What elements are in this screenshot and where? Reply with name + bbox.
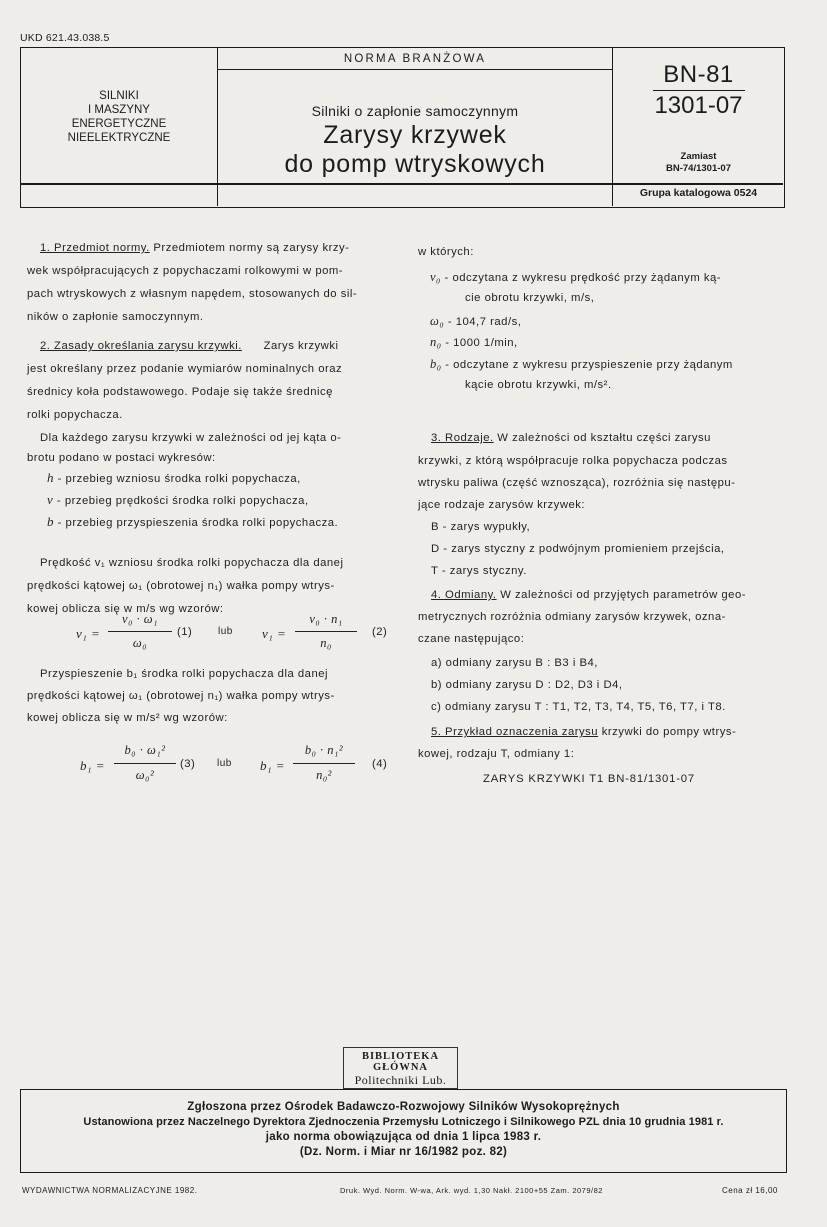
- section-3-text: W zależności od kształtu części zarysu: [497, 432, 711, 444]
- paragraph-line: Prędkość v₁ wzniosu środka rolki popychacza dla danej: [40, 557, 344, 569]
- definition-symbol: h: [47, 470, 54, 485]
- paragraph-line: rolki popychacza.: [27, 409, 123, 421]
- variable-text: - 104,7 rad/s,: [447, 316, 522, 328]
- publisher-note: WYDAWNICTWA NORMALIZACYJNE 1982.: [22, 1186, 198, 1195]
- approval-line: jako norma obowiązująca od dnia 1 lipca 1983 r.: [265, 1131, 542, 1143]
- section-3-heading: 3. Rodzaje.: [431, 432, 494, 444]
- equation-2-denominator: n₀: [320, 636, 332, 650]
- variable-item: [430, 335, 518, 350]
- equation-3-lhs: b₁ =: [80, 758, 106, 773]
- variable-symbol: n₀: [430, 335, 442, 349]
- designation-example: ZARYS KRZYWKI T1 BN-81/1301-07: [483, 773, 695, 785]
- equation-1-tag: (1): [177, 626, 193, 638]
- variable-symbol: ω₀: [430, 314, 445, 328]
- category-line: I MASZYNY: [88, 104, 150, 116]
- replaces-label: Zamiast: [680, 151, 717, 162]
- fraction-bar: [293, 763, 355, 764]
- definition-item: [47, 470, 301, 486]
- variant-item: c) odmiany zarysu T : T1, T2, T3, T4, T5, T6, T7, i T8.: [431, 701, 726, 713]
- category-line: SILNIKI: [99, 90, 139, 102]
- approval-line: Zgłoszona przez Ośrodek Badawczo-Rozwojowy Silników Wysokoprężnych: [187, 1101, 620, 1113]
- variant-item: a) odmiany zarysu B : B3 i B4,: [431, 657, 598, 669]
- category-line: ENERGETYCZNE: [71, 118, 167, 130]
- variable-item: [430, 314, 521, 329]
- definition-text: - przebieg przyspieszenia środka rolki popychacza.: [57, 517, 339, 529]
- paragraph-line: pach wtryskowych z własnym napędem, stosowanych do sil-: [27, 288, 358, 300]
- paragraph-line: Przyspieszenie b₁ środka rolki popychacza dla danej: [40, 668, 329, 680]
- variable-item: [430, 270, 721, 285]
- section-2-heading: 2. Zasady określania zarysu krzywki.: [40, 340, 242, 352]
- paragraph-line: kowej oblicza się w m/s wg wzorów:: [27, 603, 224, 615]
- variable-text: - odczytana z wykresu prędkość przy żądanym ką-: [444, 272, 722, 284]
- equation-3-denominator: ω₀²: [135, 768, 155, 782]
- bn-number: 1301-07: [654, 92, 743, 119]
- approval-line: (Dz. Norm. i Miar nr 16/1982 poz. 82): [299, 1146, 508, 1158]
- section-3: [431, 432, 711, 444]
- equation-2-numerator: v₀ · n₁: [309, 612, 343, 626]
- definition-item: [47, 492, 309, 508]
- definition-symbol: v: [47, 492, 54, 507]
- section-4: [431, 589, 746, 601]
- variable-item: [430, 357, 733, 372]
- paragraph-line: jest określany przez podanie wymiarów nominalnych oraz: [27, 363, 343, 375]
- title-line-1: Zarysy krzywek: [323, 121, 507, 149]
- section-4-text: W zależności od przyjętych parametrów geo-: [500, 589, 746, 601]
- paragraph-line: wek współpracujących z popychaczami rolkowymi w pom-: [27, 265, 344, 277]
- section-1-heading: 1. Przedmiot normy.: [40, 242, 150, 254]
- library-stamp: [343, 1047, 458, 1089]
- or-label: lub: [218, 626, 233, 637]
- section-5-heading: 5. Przykład oznaczenia zarysu: [431, 726, 599, 738]
- stamp-line-1: BIBLIOTEKA GŁÓWNA: [361, 1051, 440, 1073]
- paragraph-line: prędkości kątowej ω₁ (obrotowej n₁) wałka pompy wtrys-: [27, 580, 335, 592]
- norma-label: NORMA BRANŻOWA: [218, 48, 612, 70]
- paragraph-line: w których:: [418, 246, 474, 258]
- type-item: T - zarys styczny.: [431, 565, 527, 577]
- definition-text: - przebieg wzniosu środka rolki popychacza,: [57, 473, 301, 485]
- variable-continuation: cie obrotu krzywki, m/s,: [465, 292, 595, 304]
- section-1: [40, 242, 349, 254]
- price-note: Cena zł 16,00: [722, 1186, 778, 1195]
- variable-symbol: v₀: [430, 270, 441, 284]
- fraction-bar: [114, 763, 176, 764]
- replaces-value: BN-74/1301-07: [666, 163, 731, 174]
- equation-3-numerator: b₀ · ω₁²: [124, 743, 166, 757]
- paragraph-line: brotu podano w postaci wykresów:: [27, 452, 216, 464]
- stamp-line-2: Politechniki Lub.: [354, 1073, 447, 1087]
- variable-text: - 1000 1/min,: [445, 337, 518, 349]
- paragraph-line: Dla każdego zarysu krzywki w zależności od jej kąta o-: [40, 432, 342, 444]
- variable-continuation: kącie obrotu krzywki, m/s².: [465, 379, 612, 391]
- paragraph-line: kowej oblicza się w m/s² wg wzorów:: [27, 712, 228, 724]
- paragraph-line: krzywki, z którą współpracuje rolka popychacza podczas: [418, 455, 728, 467]
- equation-4-denominator: n₀²: [316, 768, 332, 782]
- section-5: [431, 726, 736, 738]
- paragraph-line: średnicy koła podstawowego. Podaje się także średnicę: [27, 386, 333, 398]
- print-note: Druk. Wyd. Norm. W-wa, Ark. wyd. 1,30 Nakł. 2100+55 Zam. 2079/82: [340, 1186, 603, 1195]
- type-item: D - zarys styczny z podwójnym promieniem przejścia,: [431, 543, 725, 555]
- paragraph-line: metrycznych rozróżnia odmiany zarysów krzywek, ozna-: [418, 611, 726, 623]
- equation-4-tag: (4): [372, 758, 388, 770]
- paragraph-line: jące rodzaje zarysów krzywek:: [418, 499, 586, 511]
- type-item: B - zarys wypukły,: [431, 521, 531, 533]
- section-2: [40, 340, 339, 352]
- paragraph-line: kowej, rodzaju T, odmiany 1:: [418, 748, 575, 760]
- variant-item: b) odmiany zarysu D : D2, D3 i D4,: [431, 679, 623, 691]
- equation-2-lhs: v₁ =: [262, 626, 287, 641]
- section-4-heading: 4. Odmiany.: [431, 589, 497, 601]
- standard-header: [20, 47, 785, 208]
- definition-item: [47, 514, 338, 530]
- title-line-2: do pomp wtryskowych: [284, 150, 546, 178]
- code-cell: [613, 48, 784, 206]
- variable-symbol: b₀: [430, 357, 442, 371]
- equation-4-lhs: b₁ =: [260, 758, 286, 773]
- section-2-text: Zarys krzywki: [263, 340, 339, 352]
- variable-text: - odczytane z wykresu przyspieszenie przy żądanym: [445, 359, 733, 371]
- section-1-text: Przedmiotem normy są zarysy krzy-: [153, 242, 350, 254]
- fraction-bar: [295, 631, 357, 632]
- paragraph-line: wtrysku paliwa (część wznosząca), rozróżnia się następu-: [418, 477, 736, 489]
- or-label: lub: [217, 758, 232, 769]
- paragraph-line: prędkości kątowej ω₁ (obrotowej n₁) wałka pompy wtrys-: [27, 690, 335, 702]
- definition-text: - przebieg prędkości środka rolki popychacza,: [56, 495, 309, 507]
- bn-code: BN-81: [663, 61, 734, 88]
- replaces-note: [613, 151, 784, 175]
- equation-4-numerator: b₀ · n₁²: [304, 743, 344, 757]
- section-5-text: krzywki do pompy wtrys-: [601, 726, 737, 738]
- paragraph-line: czane następująco:: [418, 633, 525, 645]
- catalog-group: Grupa katalogowa 0524: [639, 187, 758, 199]
- equation-1-numerator: v₀ · ω₁: [122, 612, 158, 626]
- equation-3-tag: (3): [180, 758, 196, 770]
- fraction-bar: [108, 631, 172, 632]
- category-line: NIEELEKTRYCZNE: [67, 132, 171, 144]
- paragraph-line: ników o zapłonie samoczynnym.: [27, 311, 204, 323]
- subtitle: Silniki o zapłonie samoczynnym: [311, 103, 519, 119]
- catalog-divider: [20, 183, 783, 185]
- udk-code: UKD 621.43.038.5: [20, 32, 110, 44]
- approval-box: [20, 1089, 787, 1173]
- equation-1-denominator: ω₀: [132, 636, 148, 650]
- equation-2-tag: (2): [372, 626, 388, 638]
- approval-line: Ustanowiona przez Naczelnego Dyrektora Zjednoczenia Przemysłu Lotniczego i Silnikowego PZL dnia 10 grudnia 1981 r.: [83, 1116, 724, 1128]
- equation-1-lhs: v₁ =: [76, 626, 101, 641]
- definition-symbol: b: [47, 514, 54, 529]
